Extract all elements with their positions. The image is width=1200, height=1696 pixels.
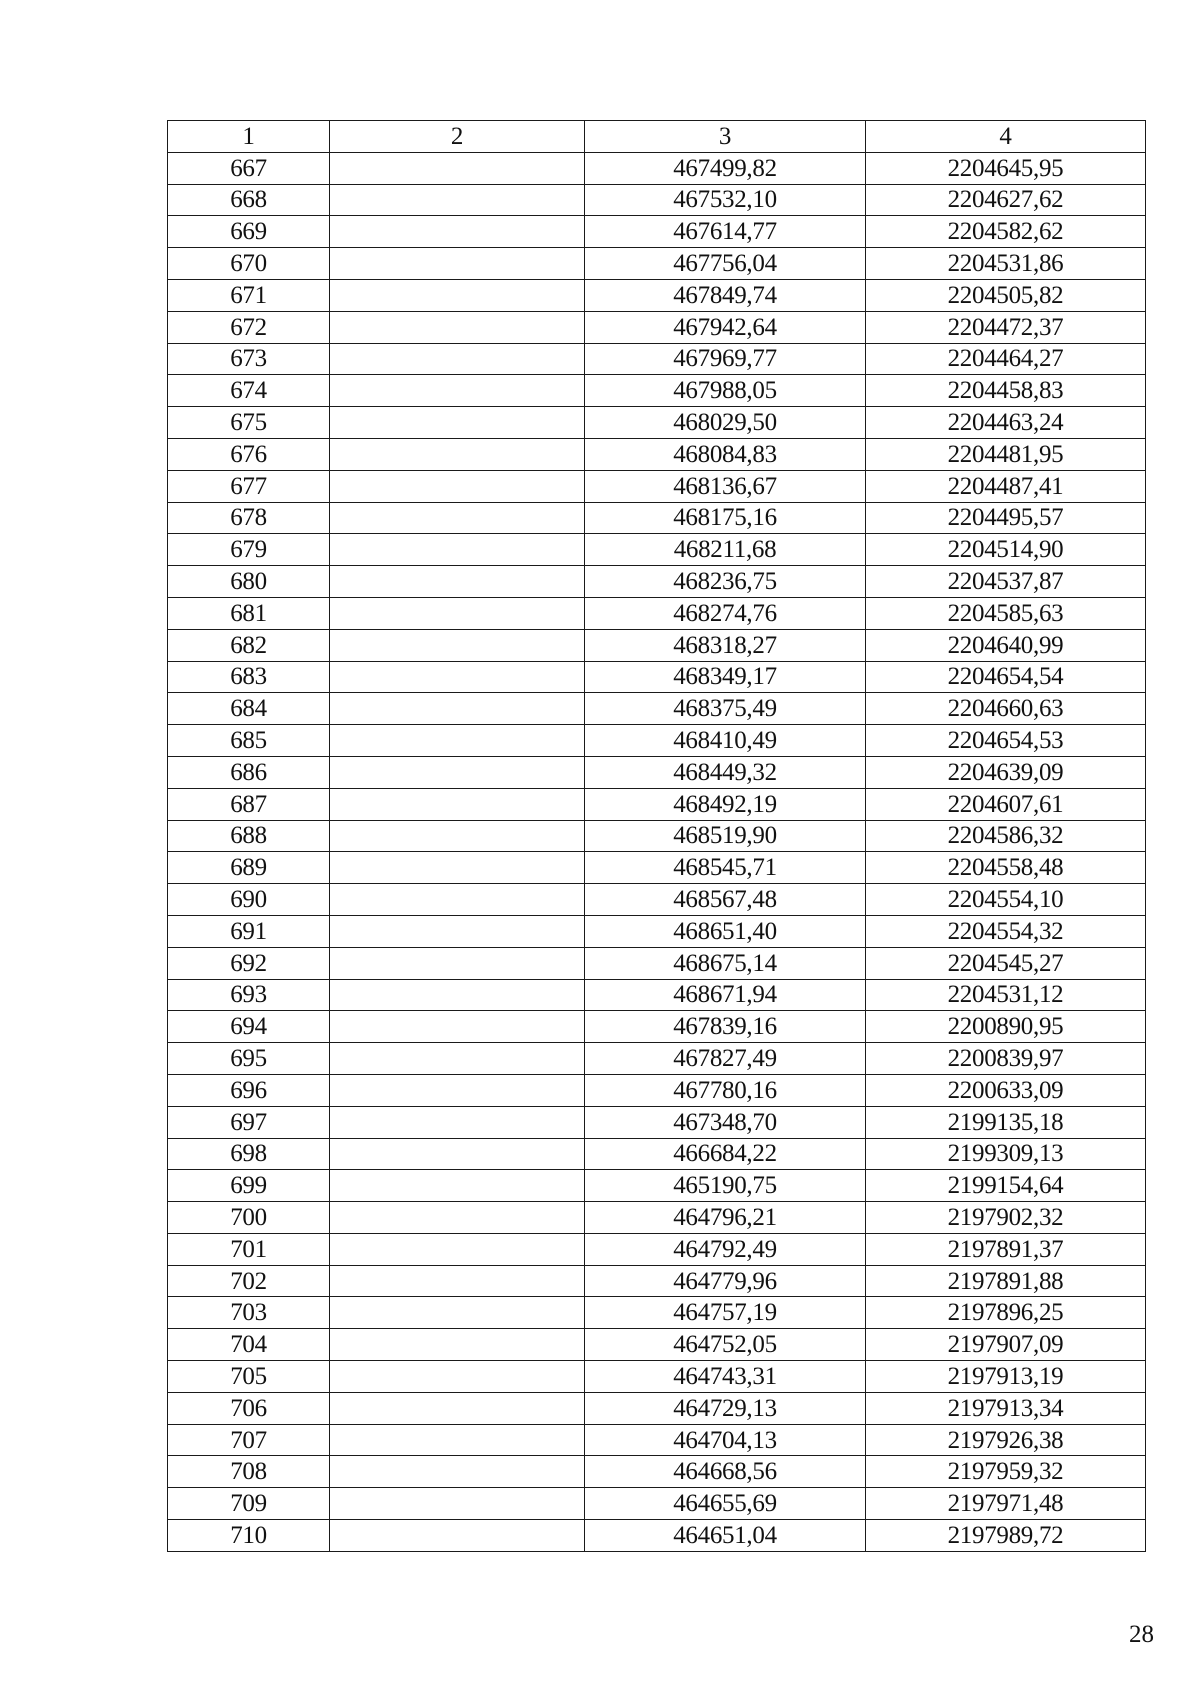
x-coordinate-cell: 467827,49 — [585, 1043, 866, 1075]
y-coordinate-cell: 2197891,88 — [866, 1265, 1146, 1297]
y-coordinate-cell: 2204487,41 — [866, 470, 1146, 502]
point-number-cell: 685 — [168, 725, 330, 757]
point-number-cell: 683 — [168, 661, 330, 693]
x-coordinate-cell: 464655,69 — [585, 1488, 866, 1520]
point-number-cell: 682 — [168, 629, 330, 661]
column-header: 2 — [330, 121, 585, 153]
table-row — [168, 1170, 1146, 1202]
table-row — [168, 852, 1146, 884]
point-number-cell: 668 — [168, 184, 330, 216]
point-number-cell: 706 — [168, 1392, 330, 1424]
x-coordinate-cell: 467969,77 — [585, 343, 866, 375]
column-2-cell — [330, 184, 585, 216]
column-2-cell — [330, 1520, 585, 1552]
column-2-cell — [330, 629, 585, 661]
point-number-cell: 694 — [168, 1011, 330, 1043]
table-row — [168, 438, 1146, 470]
point-number-cell: 677 — [168, 470, 330, 502]
point-number-cell: 676 — [168, 438, 330, 470]
column-2-cell — [330, 756, 585, 788]
point-number-cell: 670 — [168, 248, 330, 280]
table-row — [168, 1265, 1146, 1297]
x-coordinate-cell: 468211,68 — [585, 534, 866, 566]
y-coordinate-cell: 2204472,37 — [866, 311, 1146, 343]
column-2-cell — [330, 597, 585, 629]
x-coordinate-cell: 464752,05 — [585, 1329, 866, 1361]
point-number-cell: 693 — [168, 979, 330, 1011]
column-2-cell — [330, 1392, 585, 1424]
point-number-cell: 679 — [168, 534, 330, 566]
y-coordinate-cell: 2199309,13 — [866, 1138, 1146, 1170]
point-number-cell: 700 — [168, 1202, 330, 1234]
x-coordinate-cell: 468175,16 — [585, 502, 866, 534]
point-number-cell: 699 — [168, 1170, 330, 1202]
point-number-cell: 678 — [168, 502, 330, 534]
x-coordinate-cell: 466684,22 — [585, 1138, 866, 1170]
y-coordinate-cell: 2197913,34 — [866, 1392, 1146, 1424]
table-row — [168, 947, 1146, 979]
point-number-cell: 709 — [168, 1488, 330, 1520]
y-coordinate-cell: 2204654,54 — [866, 661, 1146, 693]
point-number-cell: 686 — [168, 756, 330, 788]
y-coordinate-cell: 2204582,62 — [866, 216, 1146, 248]
column-2-cell — [330, 1424, 585, 1456]
y-coordinate-cell: 2204654,53 — [866, 725, 1146, 757]
table-row — [168, 375, 1146, 407]
x-coordinate-cell: 464757,19 — [585, 1297, 866, 1329]
point-number-cell: 695 — [168, 1043, 330, 1075]
column-2-cell — [330, 661, 585, 693]
table-row — [168, 1043, 1146, 1075]
y-coordinate-cell: 2199135,18 — [866, 1106, 1146, 1138]
column-2-cell — [330, 1233, 585, 1265]
y-coordinate-cell: 2204531,12 — [866, 979, 1146, 1011]
table-row — [168, 566, 1146, 598]
point-number-cell: 675 — [168, 407, 330, 439]
x-coordinate-cell: 468675,14 — [585, 947, 866, 979]
column-2-cell — [330, 1361, 585, 1393]
x-coordinate-cell: 468671,94 — [585, 979, 866, 1011]
point-number-cell: 708 — [168, 1456, 330, 1488]
column-2-cell — [330, 1011, 585, 1043]
table-row — [168, 788, 1146, 820]
y-coordinate-cell: 2204505,82 — [866, 279, 1146, 311]
column-2-cell — [330, 693, 585, 725]
table-row — [168, 1456, 1146, 1488]
x-coordinate-cell: 468651,40 — [585, 915, 866, 947]
y-coordinate-cell: 2197959,32 — [866, 1456, 1146, 1488]
y-coordinate-cell: 2204558,48 — [866, 852, 1146, 884]
y-coordinate-cell: 2204585,63 — [866, 597, 1146, 629]
table-row — [168, 311, 1146, 343]
y-coordinate-cell: 2204645,95 — [866, 152, 1146, 184]
y-coordinate-cell: 2200633,09 — [866, 1074, 1146, 1106]
y-coordinate-cell: 2204640,99 — [866, 629, 1146, 661]
column-2-cell — [330, 1265, 585, 1297]
table-row — [168, 979, 1146, 1011]
y-coordinate-cell: 2204554,32 — [866, 915, 1146, 947]
point-number-cell: 710 — [168, 1520, 330, 1552]
x-coordinate-cell: 464779,96 — [585, 1265, 866, 1297]
column-2-cell — [330, 502, 585, 534]
y-coordinate-cell: 2199154,64 — [866, 1170, 1146, 1202]
table-row — [168, 884, 1146, 916]
x-coordinate-cell: 467348,70 — [585, 1106, 866, 1138]
table-row — [168, 470, 1146, 502]
y-coordinate-cell: 2197896,25 — [866, 1297, 1146, 1329]
table-row — [168, 597, 1146, 629]
column-2-cell — [330, 534, 585, 566]
y-coordinate-cell: 2200890,95 — [866, 1011, 1146, 1043]
y-coordinate-cell: 2200839,97 — [866, 1043, 1146, 1075]
y-coordinate-cell: 2204464,27 — [866, 343, 1146, 375]
point-number-cell: 674 — [168, 375, 330, 407]
point-number-cell: 707 — [168, 1424, 330, 1456]
column-header: 4 — [866, 121, 1146, 153]
column-2-cell — [330, 279, 585, 311]
column-2-cell — [330, 1074, 585, 1106]
x-coordinate-cell: 468236,75 — [585, 566, 866, 598]
column-header: 1 — [168, 121, 330, 153]
x-coordinate-cell: 468136,67 — [585, 470, 866, 502]
x-coordinate-cell: 464668,56 — [585, 1456, 866, 1488]
y-coordinate-cell: 2204458,83 — [866, 375, 1146, 407]
table-row — [168, 693, 1146, 725]
point-number-cell: 688 — [168, 820, 330, 852]
y-coordinate-cell: 2197926,38 — [866, 1424, 1146, 1456]
point-number-cell: 701 — [168, 1233, 330, 1265]
x-coordinate-cell: 468029,50 — [585, 407, 866, 439]
column-2-cell — [330, 375, 585, 407]
table-row — [168, 279, 1146, 311]
y-coordinate-cell: 2204627,62 — [866, 184, 1146, 216]
point-number-cell: 680 — [168, 566, 330, 598]
y-coordinate-cell: 2204481,95 — [866, 438, 1146, 470]
x-coordinate-cell: 464704,13 — [585, 1424, 866, 1456]
page-number: 28 — [1129, 1621, 1154, 1648]
y-coordinate-cell: 2204514,90 — [866, 534, 1146, 566]
column-2-cell — [330, 1456, 585, 1488]
column-2-cell — [330, 1106, 585, 1138]
table-header-row — [168, 121, 1146, 153]
point-number-cell: 705 — [168, 1361, 330, 1393]
table-row — [168, 1424, 1146, 1456]
column-2-cell — [330, 248, 585, 280]
column-2-cell — [330, 1202, 585, 1234]
x-coordinate-cell: 467780,16 — [585, 1074, 866, 1106]
x-coordinate-cell: 464743,31 — [585, 1361, 866, 1393]
table-row — [168, 725, 1146, 757]
point-number-cell: 692 — [168, 947, 330, 979]
table-row — [168, 1297, 1146, 1329]
column-2-cell — [330, 915, 585, 947]
x-coordinate-cell: 467499,82 — [585, 152, 866, 184]
x-coordinate-cell: 464729,13 — [585, 1392, 866, 1424]
y-coordinate-cell: 2204537,87 — [866, 566, 1146, 598]
column-2-cell — [330, 1043, 585, 1075]
y-coordinate-cell: 2204463,24 — [866, 407, 1146, 439]
x-coordinate-cell: 467756,04 — [585, 248, 866, 280]
y-coordinate-cell: 2204554,10 — [866, 884, 1146, 916]
y-coordinate-cell: 2197907,09 — [866, 1329, 1146, 1361]
x-coordinate-cell: 468492,19 — [585, 788, 866, 820]
x-coordinate-cell: 465190,75 — [585, 1170, 866, 1202]
x-coordinate-cell: 464796,21 — [585, 1202, 866, 1234]
table-row — [168, 248, 1146, 280]
point-number-cell: 689 — [168, 852, 330, 884]
column-2-cell — [330, 1170, 585, 1202]
x-coordinate-cell: 468410,49 — [585, 725, 866, 757]
column-2-cell — [330, 947, 585, 979]
column-2-cell — [330, 216, 585, 248]
column-2-cell — [330, 470, 585, 502]
point-number-cell: 684 — [168, 693, 330, 725]
x-coordinate-cell: 468449,32 — [585, 756, 866, 788]
table-row — [168, 1329, 1146, 1361]
column-2-cell — [330, 979, 585, 1011]
column-2-cell — [330, 311, 585, 343]
column-2-cell — [330, 1297, 585, 1329]
table-row — [168, 629, 1146, 661]
x-coordinate-cell: 468545,71 — [585, 852, 866, 884]
table-row — [168, 1233, 1146, 1265]
y-coordinate-cell: 2197902,32 — [866, 1202, 1146, 1234]
column-2-cell — [330, 852, 585, 884]
point-number-cell: 703 — [168, 1297, 330, 1329]
column-2-cell — [330, 152, 585, 184]
point-number-cell: 681 — [168, 597, 330, 629]
table-row — [168, 1138, 1146, 1170]
y-coordinate-cell: 2197989,72 — [866, 1520, 1146, 1552]
point-number-cell: 669 — [168, 216, 330, 248]
column-2-cell — [330, 343, 585, 375]
column-header: 3 — [585, 121, 866, 153]
column-2-cell — [330, 884, 585, 916]
x-coordinate-cell: 468567,48 — [585, 884, 866, 916]
table-row — [168, 1074, 1146, 1106]
table-row — [168, 343, 1146, 375]
y-coordinate-cell: 2204531,86 — [866, 248, 1146, 280]
table-row — [168, 820, 1146, 852]
column-2-cell — [330, 566, 585, 598]
table-row — [168, 152, 1146, 184]
point-number-cell: 687 — [168, 788, 330, 820]
x-coordinate-cell: 467988,05 — [585, 375, 866, 407]
y-coordinate-cell: 2197971,48 — [866, 1488, 1146, 1520]
table-row — [168, 915, 1146, 947]
table-row — [168, 661, 1146, 693]
column-2-cell — [330, 725, 585, 757]
coordinates-table — [167, 120, 1146, 1552]
point-number-cell: 702 — [168, 1265, 330, 1297]
table-row — [168, 756, 1146, 788]
table-row — [168, 1011, 1146, 1043]
x-coordinate-cell: 468274,76 — [585, 597, 866, 629]
y-coordinate-cell: 2204495,57 — [866, 502, 1146, 534]
x-coordinate-cell: 464792,49 — [585, 1233, 866, 1265]
column-2-cell — [330, 1138, 585, 1170]
x-coordinate-cell: 467532,10 — [585, 184, 866, 216]
x-coordinate-cell: 467849,74 — [585, 279, 866, 311]
table-row — [168, 407, 1146, 439]
table-row — [168, 502, 1146, 534]
column-2-cell — [330, 1488, 585, 1520]
table-row — [168, 184, 1146, 216]
point-number-cell: 671 — [168, 279, 330, 311]
point-number-cell: 704 — [168, 1329, 330, 1361]
x-coordinate-cell: 468318,27 — [585, 629, 866, 661]
y-coordinate-cell: 2204660,63 — [866, 693, 1146, 725]
point-number-cell: 673 — [168, 343, 330, 375]
table-body — [168, 152, 1146, 1551]
column-2-cell — [330, 1329, 585, 1361]
point-number-cell: 690 — [168, 884, 330, 916]
table-row — [168, 1202, 1146, 1234]
x-coordinate-cell: 468084,83 — [585, 438, 866, 470]
column-2-cell — [330, 407, 585, 439]
point-number-cell: 672 — [168, 311, 330, 343]
point-number-cell: 698 — [168, 1138, 330, 1170]
column-2-cell — [330, 438, 585, 470]
table-row — [168, 216, 1146, 248]
point-number-cell: 697 — [168, 1106, 330, 1138]
y-coordinate-cell: 2204586,32 — [866, 820, 1146, 852]
y-coordinate-cell: 2204639,09 — [866, 756, 1146, 788]
table-row — [168, 1361, 1146, 1393]
x-coordinate-cell: 468375,49 — [585, 693, 866, 725]
y-coordinate-cell: 2197913,19 — [866, 1361, 1146, 1393]
y-coordinate-cell: 2197891,37 — [866, 1233, 1146, 1265]
x-coordinate-cell: 468519,90 — [585, 820, 866, 852]
x-coordinate-cell: 468349,17 — [585, 661, 866, 693]
table-row — [168, 534, 1146, 566]
x-coordinate-cell: 467614,77 — [585, 216, 866, 248]
x-coordinate-cell: 464651,04 — [585, 1520, 866, 1552]
y-coordinate-cell: 2204545,27 — [866, 947, 1146, 979]
y-coordinate-cell: 2204607,61 — [866, 788, 1146, 820]
point-number-cell: 667 — [168, 152, 330, 184]
table-row — [168, 1106, 1146, 1138]
x-coordinate-cell: 467839,16 — [585, 1011, 866, 1043]
point-number-cell: 691 — [168, 915, 330, 947]
table-row — [168, 1520, 1146, 1552]
column-2-cell — [330, 820, 585, 852]
point-number-cell: 696 — [168, 1074, 330, 1106]
column-2-cell — [330, 788, 585, 820]
x-coordinate-cell: 467942,64 — [585, 311, 866, 343]
table-row — [168, 1488, 1146, 1520]
table-row — [168, 1392, 1146, 1424]
